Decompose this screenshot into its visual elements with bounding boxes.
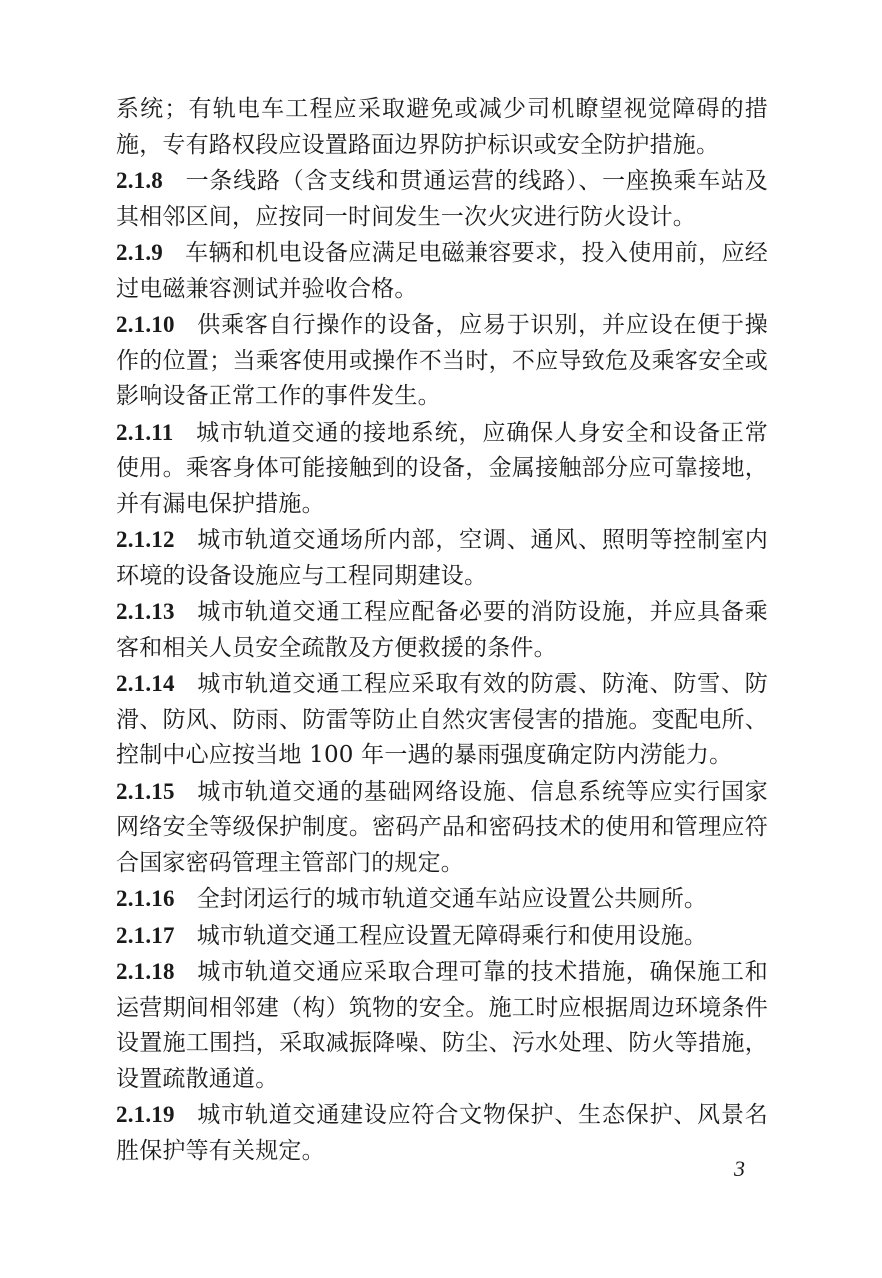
clause-2-1-9 bbox=[116, 235, 768, 307]
clause-number: 2.1.13 bbox=[116, 599, 175, 624]
clause-text: 城市轨道交通场所内部，空调、通风、照明等控制室内环境的设备设施应与工程同期建设。 bbox=[116, 527, 768, 589]
clause-2-1-17 bbox=[116, 918, 768, 955]
clause-number: 2.1.12 bbox=[116, 527, 175, 552]
clause-2-1-16 bbox=[116, 881, 768, 918]
clause-text: 城市轨道交通工程应采取有效的防震、防淹、防雪、防滑、防风、防雨、防雷等防止自然灾害侵害的措施。变配电所、控制中心应按当地 100 年一遇的暴雨强度确定防内涝能力。 bbox=[116, 671, 768, 768]
clause-2-1-10 bbox=[116, 307, 768, 415]
clause-text: 城市轨道交通工程应配备必要的消防设施，并应具备乘客和相关人员安全疏散及方便救援的条件。 bbox=[116, 599, 768, 661]
clause-text: 全封闭运行的城市轨道交通车站应设置公共厕所。 bbox=[196, 886, 708, 912]
clause-2-1-13 bbox=[116, 594, 768, 666]
clause-text: 城市轨道交通的基础网络设施、信息系统等应实行国家网络安全等级保护制度。密码产品和密码技术的使用和管理应符合国家密码管理主管部门的规定。 bbox=[116, 778, 768, 876]
clause-number: 2.1.15 bbox=[116, 778, 175, 804]
clause-number: 2.1.10 bbox=[116, 312, 175, 337]
clause-2-1-18 bbox=[116, 954, 768, 1097]
clause-number: 2.1.19 bbox=[116, 1102, 175, 1127]
clause-2-1-11 bbox=[116, 415, 768, 523]
clause-2-1-19 bbox=[116, 1097, 768, 1169]
clause-number: 2.1.14 bbox=[116, 671, 175, 696]
clause-text: 车辆和机电设备应满足电磁兼容要求，投入使用前，应经过电磁兼容测试并验收合格。 bbox=[116, 240, 768, 302]
clause-number: 2.1.18 bbox=[116, 959, 175, 984]
clause-number: 2.1.11 bbox=[116, 419, 174, 445]
clause-number: 2.1.8 bbox=[116, 168, 163, 193]
clause-text: 一条线路（含支线和贯通运营的线路）、一座换乘车站及其相邻区间，应按同一时间发生一次火灾进行防火设计。 bbox=[116, 168, 768, 230]
clause-text: 城市轨道交通工程应设置无障碍乘行和使用设施。 bbox=[196, 922, 708, 949]
page-number: 3 bbox=[734, 1156, 745, 1181]
clause-text: 供乘客自行操作的设备，应易于识别，并应设在便于操作的位置；当乘客使用或操作不当时，不应导致危及乘客安全或影响设备正常工作的事件发生。 bbox=[116, 312, 768, 409]
continuation-paragraph: 系统；有轨电车工程应采取避免或减少司机瞭望视觉障碍的措施，专有路权段应设置路面边界防护标识或安全防护措施。 bbox=[116, 96, 768, 158]
clause-text: 城市轨道交通应采取合理可靠的技术措施，确保施工和运营期间相邻建（构）筑物的安全。施工时应根据周边环境条件设置施工围挡，采取减振降噪、防尘、污水处理、防火等措施，设置疏散通道。 bbox=[116, 959, 768, 1092]
clause-number: 2.1.17 bbox=[116, 922, 175, 948]
clause-2-1-8 bbox=[116, 163, 768, 235]
clause-text: 城市轨道交通的接地系统，应确保人身安全和设备正常使用。乘客身体可能接触到的设备，金属接触部分应可靠接地，并有漏电保护措施。 bbox=[116, 419, 768, 517]
clause-number: 2.1.16 bbox=[116, 886, 175, 911]
clause-text: 城市轨道交通建设应符合文物保护、生态保护、风景名胜保护等有关规定。 bbox=[116, 1102, 768, 1164]
clause-number: 2.1.9 bbox=[116, 240, 163, 265]
document-body bbox=[116, 92, 768, 1169]
clause-2-1-14 bbox=[116, 666, 768, 774]
clause-2-1-12 bbox=[116, 522, 768, 594]
clause-2-1-15 bbox=[116, 774, 768, 882]
